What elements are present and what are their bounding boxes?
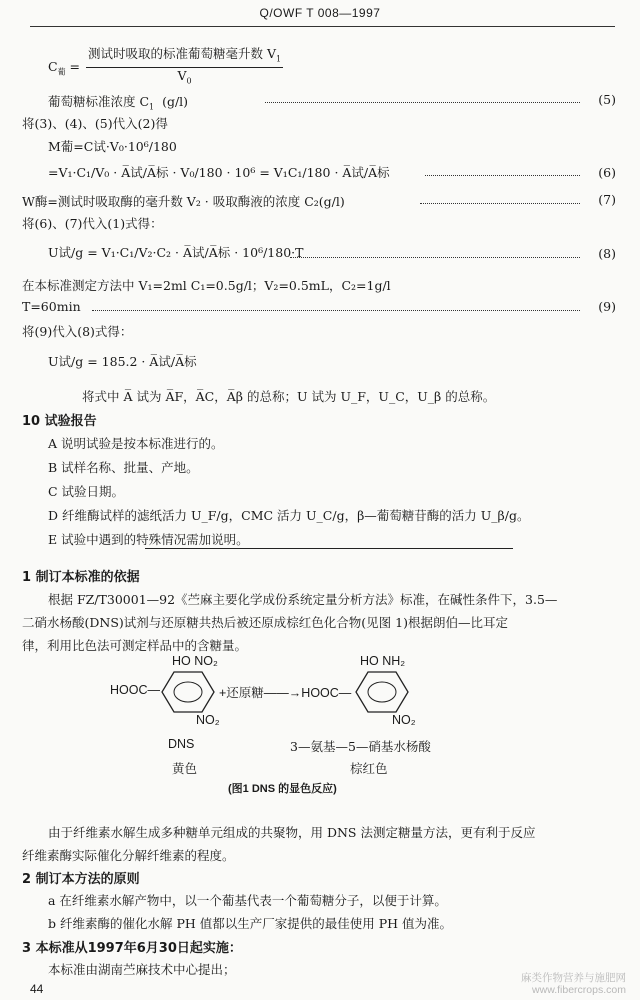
appendix-p1-line2: 二硝水杨酸(DNS)试剂与还原糖共热后被还原成棕红色化合物(见图 1)根据朗伯—比耳定 xyxy=(22,615,508,630)
appendix-p2-line1: 由于纤维素水解生成多种糖单元组成的共聚物，用 DNS 法测定糖量方法，更有利于反应 xyxy=(48,825,536,840)
appendix-heading-2: 2 制订本方法的原则 xyxy=(22,872,140,887)
product-bottom-substituent: NO₂ xyxy=(392,713,416,727)
leader-dots-6 xyxy=(425,175,580,176)
product-benzene-ring-icon xyxy=(354,670,410,714)
formula-5-frac xyxy=(86,46,283,88)
product-color: 棕红色 xyxy=(350,761,388,776)
formula-5-lhs: $C_葡$ = xyxy=(48,58,81,76)
dns-carboxyl: HOOC— xyxy=(110,683,160,697)
header-rule xyxy=(30,26,615,27)
formula-5-label: 葡萄糖标准浓度 $C_1$ (g/l) xyxy=(48,94,189,112)
appendix-proposer: 本标准由湖南苎麻技术中心提出； xyxy=(48,962,236,977)
substitution-98: 将(9)代入(8)式得： xyxy=(22,324,133,339)
report-item-b: B 试样名称、批量、产地。 xyxy=(48,460,199,475)
formula-note: 将式中 A̅ 试为 A̅F，A̅C，A̅β 的总称；U 试为 U_F，U_C，U_β 的总称。 xyxy=(82,389,496,404)
appendix-principle-b: b 纤维素酶的催化水解 PH 值都以生产厂家提供的最佳使用 PH 值为准。 xyxy=(48,916,452,931)
dns-top-substituents: HO NO₂ xyxy=(172,654,218,668)
header-standard-code: Q/OWF T 008—1997 xyxy=(259,6,381,20)
formula-10-line: U试/g = 185.2 · A̅试/A̅标 xyxy=(48,354,197,369)
formula-6-line1: M葡=C试·V₀·10⁶/180 xyxy=(48,139,177,154)
report-item-d: D 纤维酶试样的滤纸活力 U_F/g，CMC 活力 U_C/g，β—葡萄糖苷酶的活力 U_β/g。 xyxy=(48,508,530,523)
appendix-principle-a: a 在纤维素水解产物中，以一个葡基代表一个葡萄糖分子，以便于计算。 xyxy=(48,893,447,908)
dns-color: 黄色 xyxy=(172,761,198,776)
dns-benzene-ring-icon xyxy=(160,670,216,714)
watermark-url: www.fibercrops.com xyxy=(532,984,626,996)
leader-dots-9 xyxy=(92,310,580,311)
leader-dots-8 xyxy=(290,257,580,258)
equation-number-6: (6) xyxy=(598,165,616,180)
conditions-line1: 在本标准测定方法中 V₁=2ml C₁=0.5g/l；V₂=0.5mL，C₂=1g/l xyxy=(22,278,391,293)
dns-bottom-substituent: NO₂ xyxy=(196,713,220,727)
section-10-heading: 10 试验报告 xyxy=(22,414,97,429)
product-top-substituents: HO NH₂ xyxy=(360,654,406,668)
appendix-heading-3: 3 本标准从1997年6月30日起实施： xyxy=(22,941,242,956)
formula-7-line: W酶=测试时吸取酶的毫升数 V₂ · 吸取酶液的浓度 C₂(g/l) xyxy=(22,194,345,209)
formula-5-numerator: 测试时吸取的标准葡萄糖毫升数 $V_1$ xyxy=(86,46,283,68)
leader-dots-7 xyxy=(420,203,580,204)
equation-number-7: (7) xyxy=(598,192,616,207)
dns-name: DNS xyxy=(168,737,195,751)
formula-8-line: U试/g = V₁·C₁/V₂·C₂ · A̅试/A̅标 · 10⁶/180·T xyxy=(48,245,304,260)
substitution-345: 将(3)、(4)、(5)代入(2)得 xyxy=(22,116,168,131)
appendix-p1-line1: 根据 FZ/T30001—92《苎麻主要化学成份系统定量分析方法》标准，在碱性条件下，3.5— xyxy=(48,592,558,607)
equation-number-9: (9) xyxy=(598,299,616,314)
product-name: 3—氨基—5—硝基水杨酸 xyxy=(290,739,431,754)
watermark-cn: 麻类作物营养与施肥网 xyxy=(521,972,626,984)
substitution-67: 将(6)、(7)代入(1)式得： xyxy=(22,216,163,231)
leader-dots-5 xyxy=(265,102,580,103)
equation-number-5: (5) xyxy=(598,92,616,107)
report-item-e: E 试验中遇到的特殊情况需加说明。 xyxy=(48,532,249,547)
section-separator xyxy=(145,548,513,549)
report-item-a: A 说明试验是按本标准进行的。 xyxy=(48,436,224,451)
appendix-p2-line2: 纤维素酶实际催化分解纤维素的程度。 xyxy=(22,848,235,863)
figure-caption: (图1 DNS 的显色反应) xyxy=(228,783,337,795)
formula-5-fraction xyxy=(48,46,285,88)
equation-number-8: (8) xyxy=(598,246,616,261)
formula-5-denominator: $V_0$ xyxy=(177,67,192,85)
conditions-line2: T=60min xyxy=(22,299,81,314)
page-number: 44 xyxy=(30,982,44,996)
formula-6-line2: =V₁·C₁/V₀ · A̅试/A̅标 · V₀/180 · 10⁶ = V₁C₁/180 · A̅试/A̅标 xyxy=(48,165,390,180)
report-item-c: C 试验日期。 xyxy=(48,484,125,499)
reaction-arrow-text: +还原糖——→HOOC— xyxy=(219,686,352,700)
appendix-p1-line3: 律，利用比色法可测定样品中的含糖量。 xyxy=(22,638,248,653)
appendix-heading-1: 1 制订本标准的依据 xyxy=(22,570,140,585)
